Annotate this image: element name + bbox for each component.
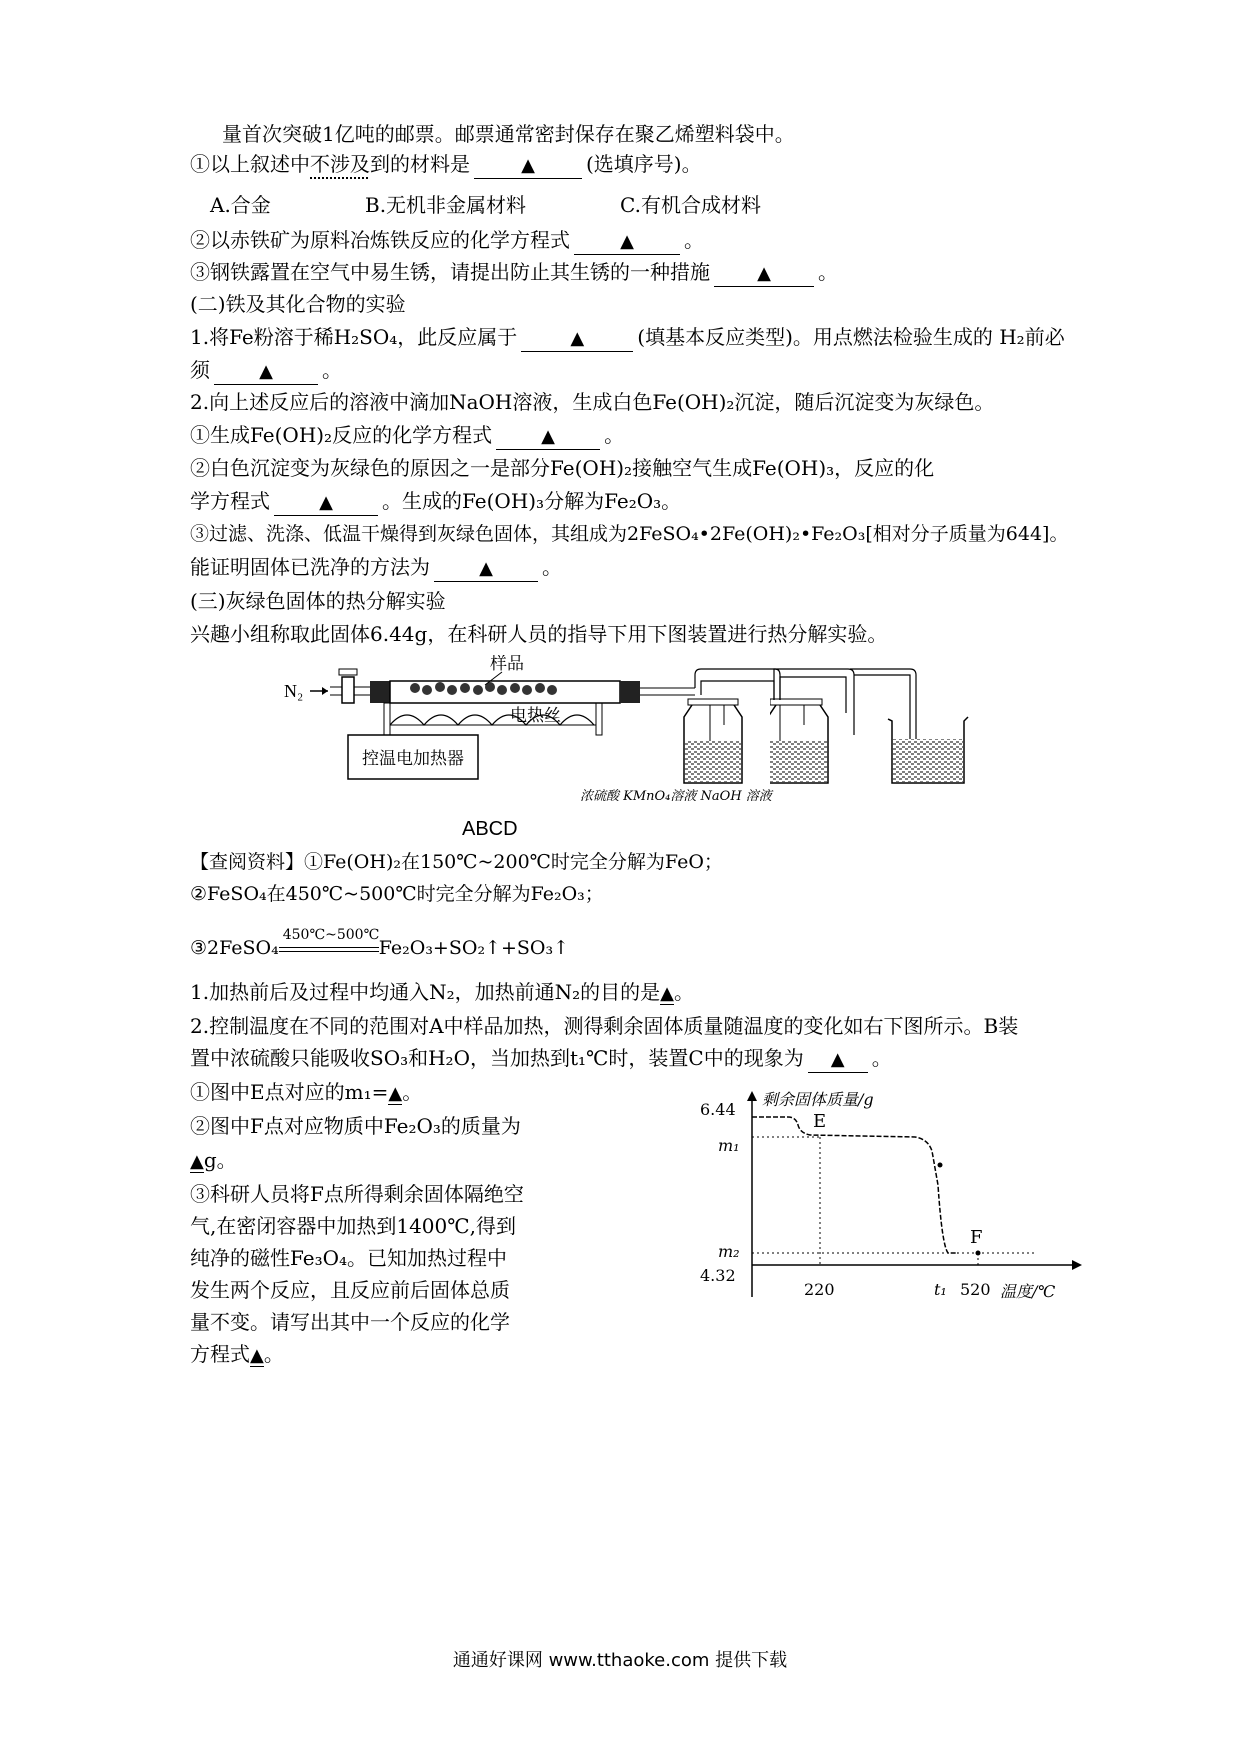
- y-axis-label: 剩余固体质量/g: [762, 1090, 874, 1109]
- y-tick-label: 6.44: [700, 1100, 736, 1119]
- question-line: [190, 1340, 284, 1370]
- triangle-icon: ▲: [259, 361, 273, 382]
- text: 。: [604, 423, 625, 447]
- text: 。: [542, 555, 562, 579]
- text: 1.将Fe粉溶于稀H₂SO₄，此反应属于: [190, 325, 518, 349]
- products: Fe₂O₃+SO₂↑+SO₃↑: [378, 937, 570, 959]
- text-line: 兴趣小组称取此固体6.44g，在科研人员的指导下用下图装置进行热分解实验。: [190, 622, 888, 646]
- text: g。: [203, 1148, 237, 1172]
- apparatus-bottles: [770, 655, 980, 815]
- option-b: B.无机非金属材料: [365, 193, 527, 217]
- answer-blank[interactable]: [574, 230, 680, 255]
- x-tick-label: 220: [804, 1280, 835, 1299]
- text-line: 2.控制温度在不同的范围对A中样品加热，测得剩余固体质量随温度的变化如右下图所示。B装: [190, 1014, 1019, 1038]
- text-line: 量首次突破1亿吨的邮票。邮票通常密封保存在聚乙烯塑料袋中。: [222, 122, 795, 146]
- question-line: [190, 1146, 237, 1176]
- n2-label: N₂: [284, 681, 304, 701]
- option-c: C.有机合成材料: [620, 193, 761, 217]
- answer-blank[interactable]: [474, 154, 582, 179]
- text-line: ②FeSO₄在450℃~500℃时完全分解为Fe₂O₃；: [190, 883, 604, 905]
- text-line: ②图中F点对应物质中Fe₂O₃的质量为: [190, 1114, 521, 1138]
- answer-blank[interactable]: [388, 1080, 402, 1105]
- option-a: A.合金: [210, 193, 271, 217]
- x-tick-label: t₁: [934, 1280, 947, 1299]
- triangle-icon: ▲: [319, 492, 333, 513]
- text: 方程式: [190, 1342, 250, 1366]
- point-f: [976, 1251, 981, 1256]
- text: ③钢铁露置在空气中易生锈，请提出防止其生锈的一种措施: [190, 260, 710, 284]
- answer-blank[interactable]: [214, 360, 318, 385]
- text-line: 2.向上述反应后的溶液中滴加NaOH溶液，生成白色Fe(OH)₂沉淀，随后沉淀变为灰绿色。: [190, 390, 995, 414]
- question-line: [190, 356, 342, 385]
- question-line: [190, 226, 704, 255]
- text: 学方程式: [190, 489, 270, 513]
- answer-blank[interactable]: [660, 980, 674, 1005]
- text-line: 气,在密闭容器中加热到1400℃,得到: [190, 1214, 516, 1238]
- triangle-icon: ▲: [570, 328, 585, 349]
- answer-blank[interactable]: [496, 425, 600, 450]
- text: ①生成Fe(OH)₂反应的化学方程式: [190, 423, 493, 447]
- answer-blank[interactable]: [434, 557, 538, 582]
- question-line: [190, 978, 694, 1008]
- text: 置中浓硫酸只能吸收SO₃和H₂O，当加热到t₁℃时，装置C中的现象为: [190, 1046, 804, 1070]
- heater-label: 控温电加热器: [362, 749, 464, 769]
- triangle-icon: ▲: [830, 1049, 845, 1070]
- text: 能证明固体已洗净的方法为: [190, 555, 430, 579]
- text: ①以上叙述中: [190, 152, 310, 176]
- question-line: [190, 421, 624, 450]
- question-line: [190, 323, 1065, 352]
- text: 须: [190, 358, 210, 382]
- y-tick-label: 4.32: [700, 1266, 736, 1285]
- question-line: [190, 258, 838, 287]
- text: 。: [263, 1342, 284, 1366]
- options-line: [210, 191, 761, 219]
- text: (选填序号)。: [586, 152, 702, 176]
- text: ①图中E点对应的m₁=: [190, 1080, 389, 1104]
- mass-temperature-chart: [700, 1085, 1090, 1325]
- equation-line: [190, 926, 570, 962]
- text: ②以赤铁矿为原料冶炼铁反应的化学方程式: [190, 228, 570, 252]
- section-heading: (三)灰绿色固体的热分解实验: [190, 589, 446, 613]
- text-line: 【查阅资料】①Fe(OH)₂在150℃~200℃时完全分解为FeO；: [190, 851, 723, 873]
- x-axis-label: 温度/℃: [1000, 1282, 1056, 1301]
- triangle-icon: ▲: [479, 558, 493, 579]
- text: (填基本反应类型)。用点燃法检验生成的 H₂前必: [637, 325, 1065, 349]
- answer-blank[interactable]: [521, 327, 633, 352]
- point-e-label: E: [813, 1111, 827, 1132]
- text: 。: [871, 1046, 892, 1070]
- question-line: [190, 150, 702, 179]
- reactant: ③2FeSO₄: [190, 937, 279, 959]
- y-tick-label: m₁: [718, 1136, 740, 1155]
- answer-blank[interactable]: [808, 1048, 868, 1073]
- answer-blank[interactable]: [714, 262, 814, 287]
- wire-label: 电热丝: [510, 706, 561, 726]
- text-line: ②白色沉淀变为灰绿色的原因之一是部分Fe(OH)₂接触空气生成Fe(OH)₃，反应的化: [190, 456, 935, 480]
- text-line: 发生两个反应，且反应前后固体总质: [190, 1278, 510, 1302]
- answer-blank[interactable]: [250, 1342, 264, 1367]
- text: 。: [673, 980, 694, 1004]
- triangle-icon: ▲: [660, 983, 674, 1004]
- section-heading: (二)铁及其化合物的实验: [190, 292, 406, 316]
- text-line: 纯净的磁性Fe₃O₄。已知加热过程中: [190, 1246, 508, 1270]
- triangle-icon: ▲: [190, 1151, 204, 1172]
- question-line: [190, 487, 681, 516]
- curve-point: [938, 1163, 943, 1168]
- footer: 通通好课网 www.tthaoke.com 提供下载: [452, 1650, 788, 1671]
- triangle-icon: ▲: [620, 231, 634, 252]
- point-f-label: F: [970, 1227, 983, 1248]
- triangle-icon: ▲: [250, 1345, 264, 1366]
- sample-label: 样品: [490, 655, 524, 674]
- triangle-icon: ▲: [541, 426, 556, 447]
- bottle-labels: ABCD: [462, 818, 518, 840]
- text: 。: [402, 1080, 423, 1104]
- text: 。: [818, 260, 838, 284]
- condition-text: 450℃~500℃: [282, 926, 380, 943]
- triangle-icon: ▲: [757, 263, 771, 284]
- y-tick-label: m₂: [718, 1242, 740, 1261]
- answer-blank[interactable]: [274, 491, 378, 516]
- text: 1.加热前后及过程中均通入N₂，加热前通N₂的目的是: [190, 980, 661, 1004]
- triangle-icon: ▲: [388, 1083, 403, 1104]
- question-line: [190, 553, 562, 582]
- text: 。生成的Fe(OH)₃分解为Fe₂O₃。: [382, 489, 682, 513]
- triangle-icon: ▲: [521, 155, 535, 176]
- text-line: 量不变。请写出其中一个反应的化学: [190, 1310, 510, 1334]
- text-line: ③科研人员将F点所得剩余固体隔绝空: [190, 1182, 524, 1206]
- emphasis-text: 不涉及: [310, 152, 370, 176]
- text: 。: [684, 228, 704, 252]
- question-line: [190, 1078, 422, 1108]
- text: 。: [322, 358, 342, 382]
- reagent-labels: 浓硫酸 KMnO₄溶液 NaOH 溶液: [580, 789, 772, 804]
- x-tick-label: 520: [960, 1280, 991, 1299]
- text: 到的材料是: [370, 152, 470, 176]
- condition-arrow: [279, 926, 380, 952]
- text-line: ③过滤、洗涤、低温干燥得到灰绿色固体，其组成为2FeSO₄•2Fe(OH)₂•Fe₂O₃[相对分子质量为644]。: [190, 523, 1069, 545]
- answer-blank[interactable]: [190, 1148, 204, 1173]
- question-line: [190, 1044, 892, 1073]
